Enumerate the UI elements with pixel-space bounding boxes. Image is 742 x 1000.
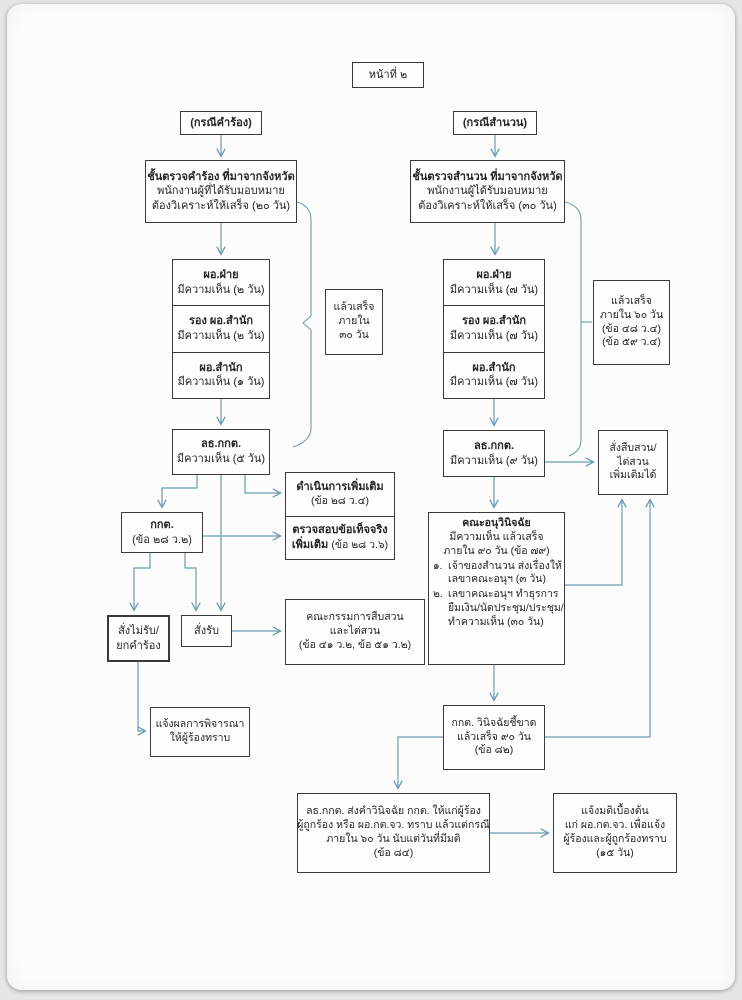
node-title: กกต. — [150, 518, 174, 531]
node-line: ต้องวิเคราะห์ให้เสร็จ (๓๐ วัน) — [418, 199, 557, 212]
node-line: เลขาคณะอนุฯ ทำธุรการ — [448, 588, 559, 601]
node-right-duration — [593, 280, 670, 365]
node-line: เลขาคณะอนุฯ (๓ วัน) — [448, 573, 546, 586]
node-inquiry-committee — [285, 599, 425, 665]
node-line: (๑๕ วัน) — [596, 846, 634, 859]
node-line: พนักงานผู้ได้รับมอบหมาย — [427, 185, 548, 198]
node-line: ลธ.กกต. ส่งคำวินิจฉัย กกต. ให้แก่ผู้ร้อง — [306, 805, 481, 818]
stack-row — [444, 305, 544, 351]
node-right-secgen — [443, 430, 545, 477]
node-line: ให้ผู้ร้องทราบ — [169, 732, 231, 744]
node-title: ผอ.สำนัก — [472, 361, 516, 374]
node-line: (ข้อ ๒๘ ว.๒) — [132, 533, 192, 546]
right-case-label — [453, 111, 537, 135]
right-case-label-text: (กรณีสำนวน) — [462, 116, 528, 129]
node-line: (ข้อ ๒๘ ว.๖) — [331, 538, 389, 551]
node-title: รอง ผอ.สำนัก — [461, 315, 527, 328]
node-notify-initial — [553, 793, 677, 873]
node-title: คณะอนุวินิจฉัย — [462, 517, 531, 529]
stack-row — [173, 352, 269, 398]
node-line: ภายใน ๖๐ วัน — [599, 308, 664, 321]
node-line: พนักงานผู้ที่ได้รับมอบหมาย — [157, 185, 285, 198]
node-line: กกต. วินิจฉัยชี้ขาด — [451, 716, 537, 729]
item-lines — [448, 588, 564, 630]
node-line: (ข้อ ๘๒) — [474, 744, 514, 757]
node-line: ทำความเห็น (๓๐ วัน) — [448, 616, 544, 629]
node-line: มีความเห็น (๙ วัน) — [450, 454, 538, 467]
node-line: แล้วเสร็จ — [611, 294, 652, 307]
node-title: ชั้นตรวจคำร้อง ที่มาจากจังหวัด — [147, 170, 295, 183]
subcommittee-item-1 — [433, 560, 560, 588]
node-line: มีความเห็น (๕ วัน) — [176, 453, 266, 465]
node-title: ลธ.กกต. — [200, 438, 242, 451]
node-line: ยกคำร้อง — [116, 639, 161, 652]
node-line: คณะกรรมการสืบสวน — [306, 611, 404, 624]
node-title: ผอ.ฝ่าย — [476, 269, 512, 282]
page-title — [352, 62, 424, 88]
node-right-review-stack — [443, 259, 545, 399]
node-title: ชั้นตรวจสำนวน ที่มาจากจังหวัด — [412, 170, 563, 183]
node-line: ไต่สวน — [617, 455, 649, 468]
node-left-secgen — [172, 429, 270, 475]
stack-row — [444, 260, 544, 305]
node-notify-result — [150, 707, 250, 757]
subcommittee-item-2 — [433, 588, 564, 630]
node-line: มีความเห็น (๒ วัน) — [177, 329, 265, 342]
node-line: และไต่สวน — [329, 625, 381, 638]
node-line: ภายใน — [338, 315, 370, 328]
node-left-duration — [325, 289, 383, 355]
node-line: มีความเห็น (๗ วัน) — [449, 329, 539, 342]
node-title: เพิ่มเติม — [291, 538, 329, 551]
stack-row — [173, 305, 269, 351]
node-title: ตรวจสอบข้อเท็จจริง — [292, 524, 388, 537]
item-number: ๒. — [433, 588, 443, 601]
node-line: แล้วเสร็จ — [333, 301, 375, 314]
node-reject — [107, 615, 170, 662]
node-line: (ข้อ ๔๑ ว.๒, ข้อ ๕๑ ว.๒) — [298, 638, 412, 651]
node-line: เจ้าของสำนวน ส่งเรื่องให้ — [448, 559, 562, 572]
node-left-intake — [145, 160, 297, 223]
node-line: (ข้อ ๕๙ ว.๔) — [602, 336, 661, 349]
node-title: ลธ.กกต. — [473, 439, 515, 452]
node-send-decision — [297, 793, 490, 873]
node-line: แก่ ผอ.กต.จว. เพื่อแจ้ง — [564, 819, 666, 832]
node-line: ๓๐ วัน — [339, 328, 369, 341]
node-accept — [181, 615, 232, 647]
left-case-label-text: (กรณีคำร้อง) — [190, 116, 252, 129]
node-ect-decide — [443, 705, 545, 770]
node-line: สั่งสืบสวน/ — [609, 441, 657, 454]
node-ect — [121, 512, 203, 553]
node-line: สั่งไม่รับ/ — [118, 624, 159, 637]
stack-row — [173, 260, 269, 305]
node-line: (ข้อ ๔๘ ว.๔) — [601, 322, 662, 335]
node-line: สั่งรับ — [194, 624, 219, 637]
node-title: รอง ผอ.สำนัก — [188, 315, 254, 328]
node-title: ดำเนินการเพิ่มเติม — [296, 481, 384, 494]
node-line: ต้องวิเคราะห์ให้เสร็จ (๒๐ วัน) — [151, 199, 291, 212]
node-order-more-investigation — [598, 430, 668, 495]
node-title: ผอ.สำนัก — [199, 361, 243, 374]
node-line — [286, 538, 394, 553]
stack-row — [444, 352, 544, 398]
node-line: ผู้ถูกร้อง หรือ ผอ.กต.จว. ทราบ แล้วแต่กรณี — [297, 819, 490, 832]
node-line: มีความเห็น แล้วเสร็จ — [449, 530, 544, 543]
node-line: แจ้งผลการพิจารณา — [155, 718, 245, 731]
node-line: (ข้อ ๒๘ ว.๔) — [310, 494, 370, 507]
node-title: ผอ.ฝ่าย — [203, 269, 239, 282]
node-left-review-stack — [172, 259, 270, 399]
node-line: (ข้อ ๘๔) — [373, 846, 414, 859]
item-lines — [448, 560, 562, 588]
node-additional-combo — [285, 472, 395, 560]
node-line: ภายใน ๖๐ วัน นับแต่วันที่มีมติ — [326, 833, 461, 845]
node-line: มีความเห็น (๑ วัน) — [177, 376, 265, 389]
node-line: แจ้งมติเบื้องต้น — [581, 805, 649, 818]
node-line: ภายใน ๙๐ วัน (ข้อ ๗๙) — [443, 544, 550, 557]
page-title-text: หน้าที่ ๒ — [368, 68, 408, 81]
item-number: ๑. — [433, 559, 443, 572]
node-right-intake — [410, 160, 565, 223]
node-fact-check — [286, 516, 394, 560]
node-line: แล้วเสร็จ ๙๐ วัน — [457, 730, 531, 743]
left-case-label — [180, 111, 262, 135]
node-line: มีความเห็น (๗ วัน) — [449, 376, 539, 389]
node-additional-action — [286, 473, 394, 516]
node-line: ผู้ร้องและผู้ถูกร้องทราบ — [563, 833, 667, 845]
node-subcommittee — [428, 512, 565, 665]
node-line: เพิ่มเติมได้ — [609, 469, 657, 482]
node-line: มีความเห็น (๒ วัน) — [177, 283, 265, 296]
node-line: ยืมเงิน/นัดประชุม/ประชุม/ — [448, 602, 564, 615]
node-line: มีความเห็น (๗ วัน) — [449, 283, 539, 296]
